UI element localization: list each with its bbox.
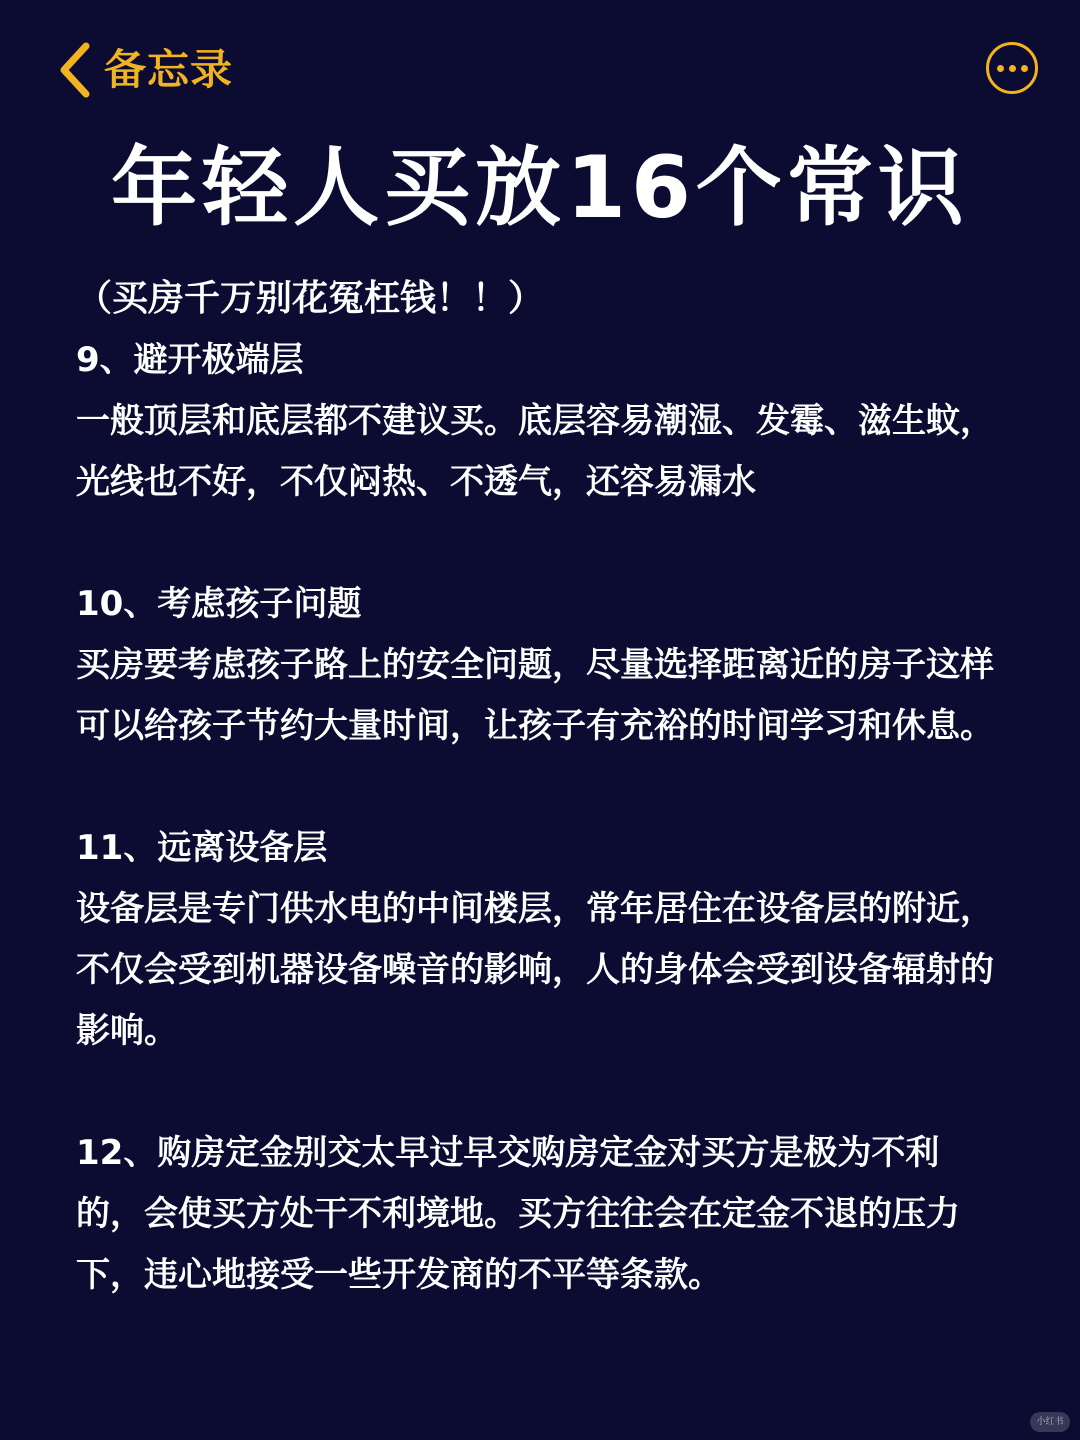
section-11: [76, 818, 996, 1062]
page-title: 年轻人买放16个常识: [111, 138, 969, 238]
section-heading: 10、考虑孩子问题: [76, 584, 362, 624]
section-10: [76, 574, 996, 757]
section-body: 买房要考虑孩子路上的安全问题，尽量选择距离近的房子这样可以给孩子节约大量时间，让孩子有充裕的时间学习和休息。: [76, 645, 994, 746]
page-subtitle: （买房千万别花冤枉钱！！）: [76, 278, 545, 319]
back-label: 备忘录: [104, 45, 234, 94]
section-body: 12、购房定金别交太早过早交购房定金对买方是极为不利的，会使买方处干不利境地。买方往往会在定金不退的压力下，违心地接受一些开发商的不平等条款。: [76, 1133, 960, 1295]
back-button[interactable]: [58, 38, 233, 102]
section-body: 设备层是专门供水电的中间楼层，常年居住在设备层的附近，不仅会受到机器设备噪音的影响，人的身体会受到设备辐射的影响。: [76, 889, 994, 1051]
more-dots-icon: [997, 65, 1004, 72]
chevron-left-icon: [58, 42, 92, 98]
more-options-button[interactable]: [986, 42, 1038, 94]
section-body: 一般顶层和底层都不建议买。底层容易潮湿、发霉、滋生蚊，光线也不好，不仅闷热、不透气，还容易漏水: [76, 401, 994, 502]
top-bar: [0, 0, 1080, 140]
section-heading: 11、远离设备层: [76, 828, 328, 868]
note-content: [76, 330, 996, 1367]
section-12: [76, 1123, 996, 1306]
section-heading: 9、避开极端层: [76, 340, 304, 380]
watermark-logo: 小红书: [1030, 1412, 1070, 1432]
section-9: [76, 330, 996, 513]
